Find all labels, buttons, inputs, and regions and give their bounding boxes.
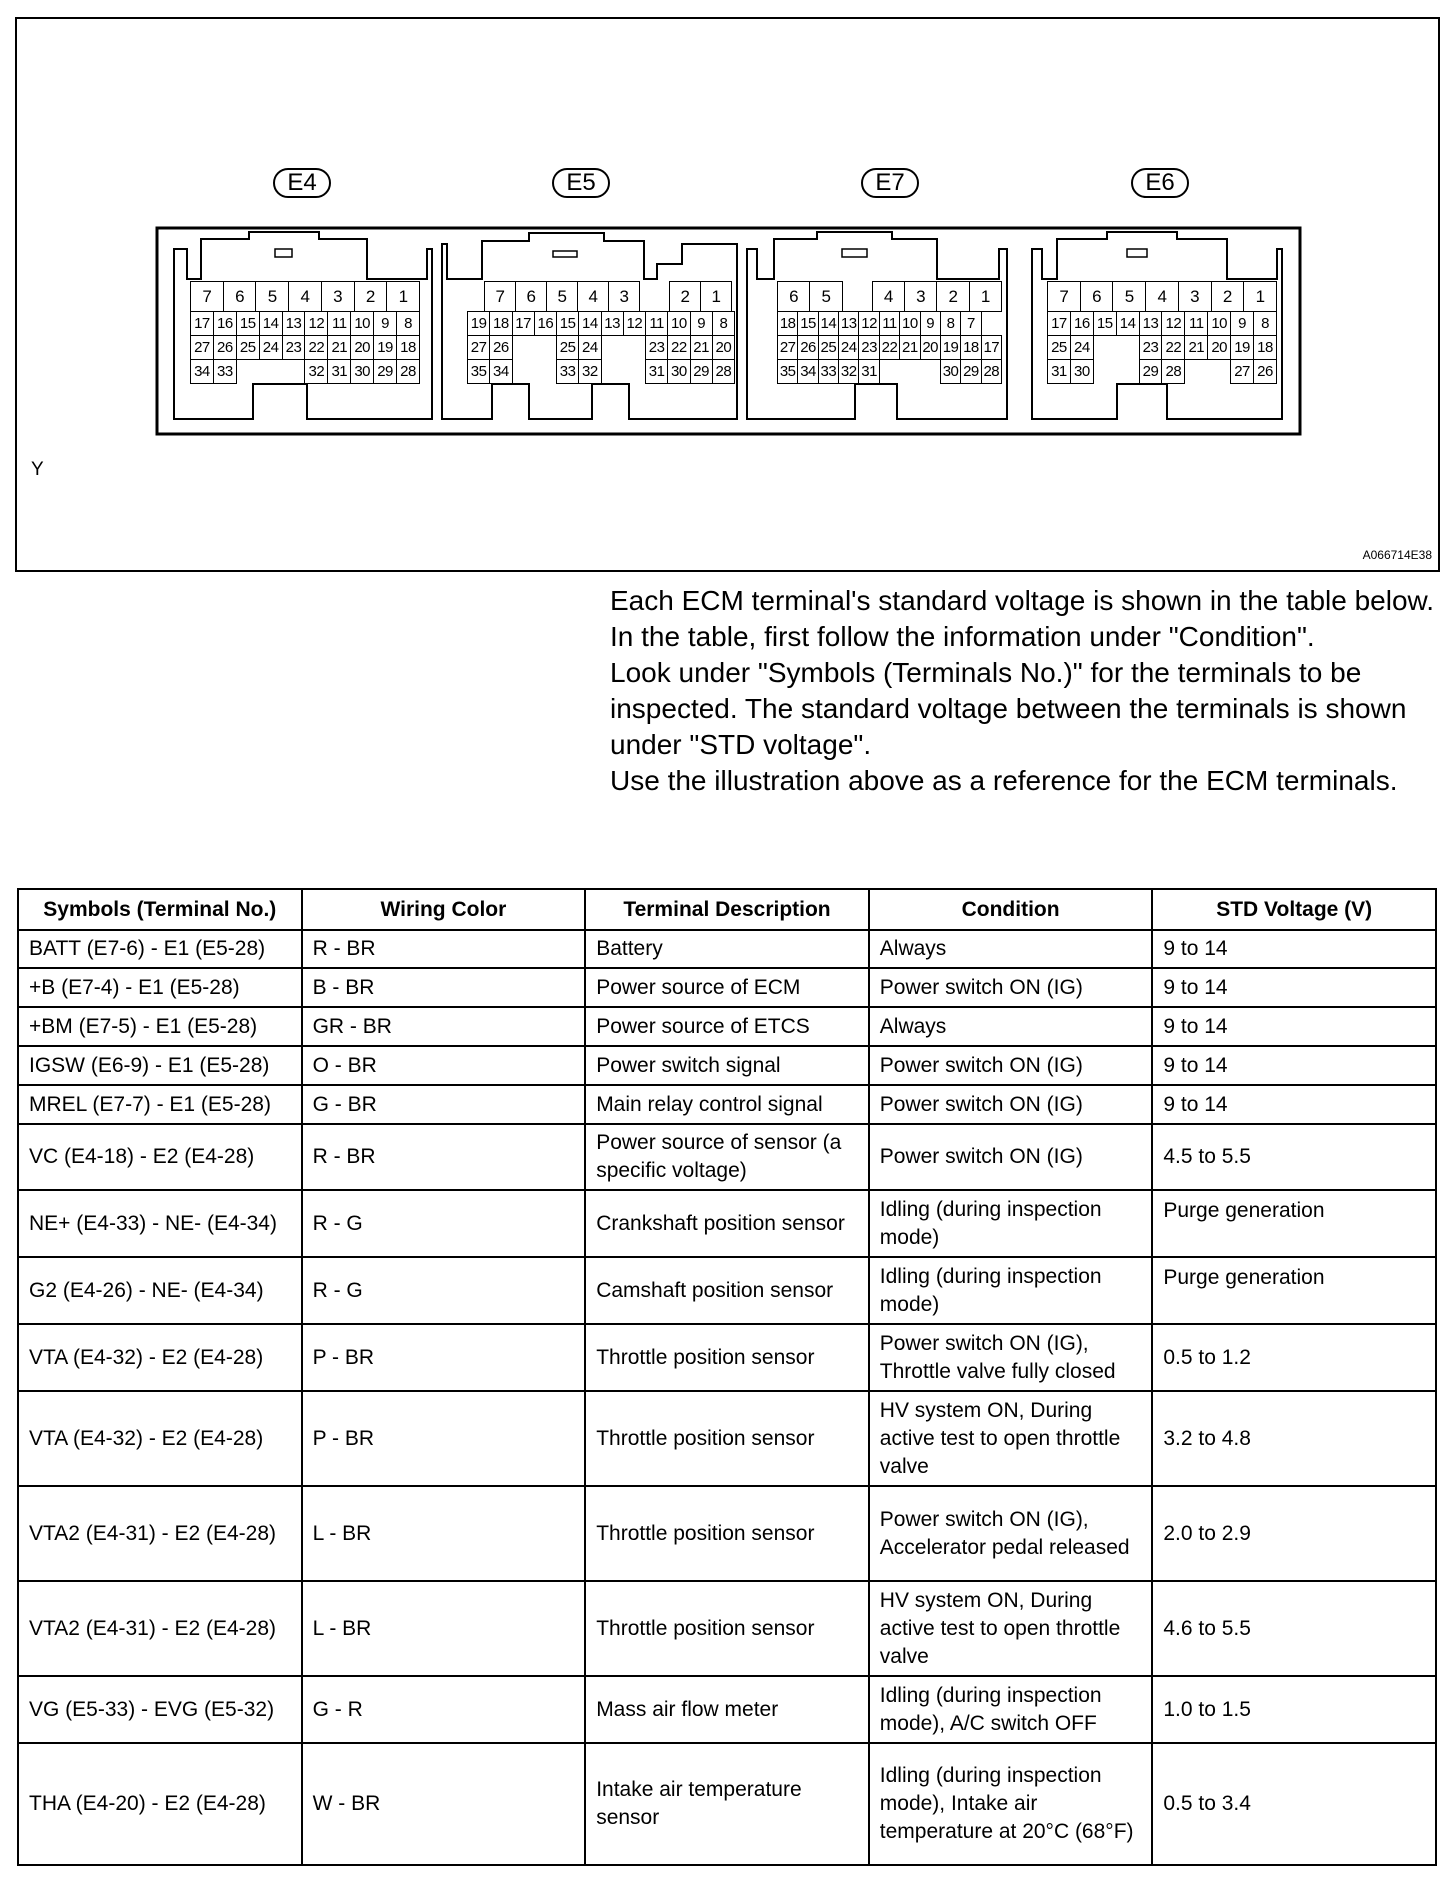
cell-symbols: VTA (E4-32) - E2 (E4-28)	[18, 1324, 302, 1391]
cell-description: Main relay control signal	[585, 1085, 869, 1124]
cell-symbols: MREL (E7-7) - E1 (E5-28)	[18, 1085, 302, 1124]
pin: 14	[579, 312, 601, 336]
pin: 2	[937, 282, 969, 312]
pin: 6	[778, 282, 810, 312]
pin: 6	[516, 282, 547, 312]
cell-wiring-color: L - BR	[302, 1486, 586, 1581]
pin: 19	[374, 336, 397, 360]
connector-pins-e6	[1047, 281, 1277, 312]
pin: 17	[981, 336, 1001, 360]
instruction-line: Look under "Symbols (Terminals No.)" for the terminals to be inspected. The standard voltage between the terminals is shown under "STD voltage".	[610, 657, 1407, 760]
cell-wiring-color: GR - BR	[302, 1007, 586, 1046]
cell-voltage: 4.6 to 5.5	[1152, 1581, 1436, 1676]
cell-symbols: THA (E4-20) - E2 (E4-28)	[18, 1743, 302, 1865]
pin: 34	[191, 360, 214, 384]
cell-symbols: VC (E4-18) - E2 (E4-28)	[18, 1124, 302, 1190]
pin: 1	[387, 282, 420, 312]
side-mark: Y	[31, 459, 44, 480]
figure-code: A066714E38	[1362, 548, 1432, 562]
table-row	[18, 968, 1436, 1007]
cell-voltage: 0.5 to 1.2	[1152, 1324, 1436, 1391]
cell-condition: Idling (during inspection mode), A/C switch OFF	[869, 1676, 1153, 1743]
connector-pins-e6-lower	[1047, 311, 1277, 384]
pin: 27	[1231, 360, 1254, 384]
pin: 15	[557, 312, 579, 336]
pin: 30	[1070, 360, 1093, 384]
pin: 7	[485, 282, 516, 312]
cell-description: Camshaft position sensor	[585, 1257, 869, 1324]
cell-voltage: 2.0 to 2.9	[1152, 1486, 1436, 1581]
pin: 2	[1211, 282, 1244, 312]
pin: 8	[712, 312, 734, 336]
cell-symbols: NE+ (E4-33) - NE- (E4-34)	[18, 1190, 302, 1257]
pin: 24	[1070, 336, 1093, 360]
cell-description: Throttle position sensor	[585, 1324, 869, 1391]
pin: 18	[397, 336, 420, 360]
pin: 11	[328, 312, 351, 336]
cell-voltage: 9 to 14	[1152, 1085, 1436, 1124]
pin: 24	[259, 336, 282, 360]
pin: 18	[961, 336, 981, 360]
pin-gap	[981, 312, 1001, 336]
pin: 16	[534, 312, 556, 336]
pin-gap	[1185, 360, 1208, 384]
pin: 26	[213, 336, 236, 360]
pin: 31	[328, 360, 351, 384]
connector-pins-e5-lower	[467, 311, 735, 384]
cell-description: Throttle position sensor	[585, 1391, 869, 1486]
connector-pins-e7-lower	[777, 311, 1002, 384]
pin: 12	[305, 312, 328, 336]
cell-description: Power switch signal	[585, 1046, 869, 1085]
pin: 3	[904, 282, 936, 312]
pin: 17	[512, 312, 534, 336]
pin: 1	[701, 282, 732, 312]
connector-label-e7: E7	[861, 168, 919, 198]
cell-symbols: VTA2 (E4-31) - E2 (E4-28)	[18, 1581, 302, 1676]
pin: 33	[818, 360, 838, 384]
pin: 13	[282, 312, 305, 336]
pin: 23	[859, 336, 879, 360]
pin: 33	[213, 360, 236, 384]
cell-description: Intake air temperature sensor	[585, 1743, 869, 1865]
cell-wiring-color: R - BR	[302, 1124, 586, 1190]
pin-gap	[601, 336, 623, 360]
pin: 4	[289, 282, 322, 312]
pin: 20	[920, 336, 940, 360]
pin: 8	[940, 312, 960, 336]
terminal-voltage-table	[17, 888, 1437, 1866]
pin: 20	[712, 336, 734, 360]
pin: 2	[670, 282, 701, 312]
pin: 33	[557, 360, 579, 384]
pin: 8	[397, 312, 420, 336]
pin-gap	[879, 360, 899, 384]
pin: 8	[1254, 312, 1277, 336]
pin: 27	[778, 336, 798, 360]
cell-condition: Power switch ON (IG), Throttle valve fully closed	[869, 1324, 1153, 1391]
cell-description: Battery	[585, 930, 869, 968]
cell-wiring-color: R - G	[302, 1190, 586, 1257]
cell-wiring-color: W - BR	[302, 1743, 586, 1865]
pin: 9	[690, 312, 712, 336]
pin: 29	[690, 360, 712, 384]
cell-wiring-color: O - BR	[302, 1046, 586, 1085]
pin: 26	[798, 336, 818, 360]
pin: 27	[468, 336, 490, 360]
pin: 35	[778, 360, 798, 384]
cell-condition: Always	[869, 1007, 1153, 1046]
cell-condition: Power switch ON (IG)	[869, 968, 1153, 1007]
cell-voltage: 1.0 to 1.5	[1152, 1676, 1436, 1743]
header-symbols: Symbols (Terminal No.)	[18, 889, 302, 930]
connector-label-e4: E4	[273, 168, 331, 198]
pin-gap	[259, 360, 282, 384]
table-row	[18, 1046, 1436, 1085]
pin-gap	[1116, 336, 1139, 360]
pin: 17	[1048, 312, 1071, 336]
pin: 4	[872, 282, 904, 312]
pin: 25	[236, 336, 259, 360]
pin: 14	[259, 312, 282, 336]
cell-symbols: VG (E5-33) - EVG (E5-32)	[18, 1676, 302, 1743]
pin: 2	[354, 282, 387, 312]
pin: 6	[223, 282, 256, 312]
pin-gap	[534, 360, 556, 384]
connector-label-e5: E5	[552, 168, 610, 198]
pin: 7	[1048, 282, 1081, 312]
table-row	[18, 1085, 1436, 1124]
pin: 28	[712, 360, 734, 384]
cell-wiring-color: G - BR	[302, 1085, 586, 1124]
table-row	[18, 1391, 1436, 1486]
pin-gap	[623, 336, 645, 360]
pin: 14	[818, 312, 838, 336]
pin: 9	[374, 312, 397, 336]
table-row	[18, 930, 1436, 968]
header-terminal-description: Terminal Description	[585, 889, 869, 930]
pin: 22	[879, 336, 899, 360]
pin: 19	[940, 336, 960, 360]
cell-voltage: Purge generation	[1152, 1190, 1436, 1257]
pin: 19	[1231, 336, 1254, 360]
pin: 15	[236, 312, 259, 336]
pin-gap	[842, 282, 872, 312]
pin: 11	[646, 312, 668, 336]
pin: 32	[839, 360, 859, 384]
pin: 5	[810, 282, 842, 312]
pin-gap	[1093, 360, 1116, 384]
pin: 28	[397, 360, 420, 384]
cell-voltage: 9 to 14	[1152, 930, 1436, 968]
cell-symbols: VTA (E4-32) - E2 (E4-28)	[18, 1391, 302, 1486]
pin: 13	[1139, 312, 1162, 336]
cell-wiring-color: P - BR	[302, 1391, 586, 1486]
cell-wiring-color: B - BR	[302, 968, 586, 1007]
pin: 11	[1185, 312, 1208, 336]
pin: 20	[1208, 336, 1231, 360]
pin: 5	[1113, 282, 1146, 312]
pin: 1	[969, 282, 1001, 312]
cell-symbols: G2 (E4-26) - NE- (E4-34)	[18, 1257, 302, 1324]
header-std-voltage: STD Voltage (V)	[1152, 889, 1436, 930]
pin: 27	[191, 336, 214, 360]
cell-symbols: +BM (E7-5) - E1 (E5-28)	[18, 1007, 302, 1046]
pin: 22	[668, 336, 690, 360]
cell-symbols: VTA2 (E4-31) - E2 (E4-28)	[18, 1486, 302, 1581]
pin: 26	[490, 336, 512, 360]
cell-description: Power source of sensor (a specific voltage)	[585, 1124, 869, 1190]
pin-gap	[236, 360, 259, 384]
connector-label-e6: E6	[1131, 168, 1189, 198]
pin: 29	[374, 360, 397, 384]
pin: 24	[579, 336, 601, 360]
pin: 13	[601, 312, 623, 336]
pin: 25	[1048, 336, 1071, 360]
pin: 3	[609, 282, 640, 312]
cell-voltage: 3.2 to 4.8	[1152, 1391, 1436, 1486]
pin: 23	[282, 336, 305, 360]
cell-voltage: 9 to 14	[1152, 968, 1436, 1007]
pin-gap	[601, 360, 623, 384]
pin-gap	[534, 336, 556, 360]
pin: 28	[1162, 360, 1185, 384]
instructions	[610, 583, 1440, 799]
pin: 28	[981, 360, 1001, 384]
header-condition: Condition	[869, 889, 1153, 930]
cell-wiring-color: P - BR	[302, 1324, 586, 1391]
cell-condition: Power switch ON (IG), Accelerator pedal released	[869, 1486, 1153, 1581]
pin-gap	[1093, 336, 1116, 360]
cell-symbols: IGSW (E6-9) - E1 (E5-28)	[18, 1046, 302, 1085]
pin: 29	[1139, 360, 1162, 384]
pin: 22	[305, 336, 328, 360]
table-row	[18, 1007, 1436, 1046]
cell-condition: Idling (during inspection mode), Intake air temperature at 20°C (68°F)	[869, 1743, 1153, 1865]
pin-gap	[623, 360, 645, 384]
cell-condition: Power switch ON (IG)	[869, 1046, 1153, 1085]
cell-voltage: 9 to 14	[1152, 1007, 1436, 1046]
pin: 25	[818, 336, 838, 360]
pin: 12	[623, 312, 645, 336]
pin: 21	[690, 336, 712, 360]
table-row	[18, 1581, 1436, 1676]
cell-voltage: 9 to 14	[1152, 1046, 1436, 1085]
cell-description: Power source of ETCS	[585, 1007, 869, 1046]
table-row	[18, 1257, 1436, 1324]
instruction-line: Each ECM terminal's standard voltage is shown in the table below.	[610, 585, 1435, 616]
pin: 20	[351, 336, 374, 360]
pin: 23	[1139, 336, 1162, 360]
pin-gap	[1208, 360, 1231, 384]
pin-gap	[1116, 360, 1139, 384]
pin: 21	[900, 336, 920, 360]
pin: 19	[468, 312, 490, 336]
pin: 32	[305, 360, 328, 384]
pin: 30	[351, 360, 374, 384]
instruction-line: Use the illustration above as a reference for the ECM terminals.	[610, 765, 1398, 796]
pin: 1	[1244, 282, 1277, 312]
pin: 14	[1116, 312, 1139, 336]
pin: 18	[778, 312, 798, 336]
pin: 15	[798, 312, 818, 336]
pin: 25	[557, 336, 579, 360]
table-row	[18, 1676, 1436, 1743]
pin: 6	[1080, 282, 1113, 312]
pin: 7	[191, 282, 224, 312]
pin: 13	[839, 312, 859, 336]
pin: 10	[1208, 312, 1231, 336]
pin: 7	[961, 312, 981, 336]
pin: 10	[900, 312, 920, 336]
pin-gap	[512, 336, 534, 360]
cell-condition: Always	[869, 930, 1153, 968]
pin-gap	[640, 282, 670, 312]
table-row	[18, 1743, 1436, 1865]
pin: 10	[668, 312, 690, 336]
pin: 12	[859, 312, 879, 336]
cell-condition: HV system ON, During active test to open throttle valve	[869, 1581, 1153, 1676]
pin: 30	[940, 360, 960, 384]
header-wiring-color: Wiring Color	[302, 889, 586, 930]
cell-voltage: Purge generation	[1152, 1257, 1436, 1324]
pin: 11	[879, 312, 899, 336]
pin: 31	[859, 360, 879, 384]
ecm-connector-illustration	[15, 17, 1440, 572]
pin: 32	[579, 360, 601, 384]
pin: 18	[490, 312, 512, 336]
pin: 21	[328, 336, 351, 360]
connector-pins-e4-lower	[190, 311, 420, 384]
pin: 10	[351, 312, 374, 336]
pin: 23	[646, 336, 668, 360]
pin: 22	[1162, 336, 1185, 360]
pin: 4	[1146, 282, 1179, 312]
pin: 16	[213, 312, 236, 336]
cell-description: Crankshaft position sensor	[585, 1190, 869, 1257]
pin: 26	[1254, 360, 1277, 384]
pin: 35	[468, 360, 490, 384]
pin: 4	[578, 282, 609, 312]
pin-gap	[900, 360, 920, 384]
pin: 9	[1231, 312, 1254, 336]
pin: 34	[490, 360, 512, 384]
pin: 17	[191, 312, 214, 336]
cell-symbols: BATT (E7-6) - E1 (E5-28)	[18, 930, 302, 968]
cell-wiring-color: R - G	[302, 1257, 586, 1324]
cell-description: Mass air flow meter	[585, 1676, 869, 1743]
pin: 9	[920, 312, 940, 336]
cell-voltage: 0.5 to 3.4	[1152, 1743, 1436, 1865]
pin: 5	[256, 282, 289, 312]
pin: 15	[1093, 312, 1116, 336]
cell-wiring-color: R - BR	[302, 930, 586, 968]
cell-condition: Power switch ON (IG)	[869, 1124, 1153, 1190]
table-row	[18, 1190, 1436, 1257]
cell-symbols: +B (E7-4) - E1 (E5-28)	[18, 968, 302, 1007]
table-header-row	[18, 889, 1436, 930]
cell-voltage: 4.5 to 5.5	[1152, 1124, 1436, 1190]
cell-condition: HV system ON, During active test to open throttle valve	[869, 1391, 1153, 1486]
pin-gap	[512, 360, 534, 384]
table-row	[18, 1324, 1436, 1391]
table-row	[18, 1486, 1436, 1581]
cell-description: Throttle position sensor	[585, 1581, 869, 1676]
pin-gap	[282, 360, 305, 384]
cell-wiring-color: G - R	[302, 1676, 586, 1743]
cell-condition: Power switch ON (IG)	[869, 1085, 1153, 1124]
pin: 31	[646, 360, 668, 384]
pin: 3	[321, 282, 354, 312]
pin: 21	[1185, 336, 1208, 360]
pin: 30	[668, 360, 690, 384]
cell-description: Throttle position sensor	[585, 1486, 869, 1581]
pin: 31	[1048, 360, 1071, 384]
connector-pins-e5	[484, 281, 732, 312]
pin: 18	[1254, 336, 1277, 360]
pin: 29	[961, 360, 981, 384]
connector-pins-e7	[777, 281, 1002, 312]
pin: 5	[547, 282, 578, 312]
cell-condition: Idling (during inspection mode)	[869, 1257, 1153, 1324]
cell-description: Power source of ECM	[585, 968, 869, 1007]
pin-gap	[920, 360, 940, 384]
pin: 16	[1070, 312, 1093, 336]
table-row	[18, 1124, 1436, 1190]
pin: 34	[798, 360, 818, 384]
cell-condition: Idling (during inspection mode)	[869, 1190, 1153, 1257]
cell-wiring-color: L - BR	[302, 1581, 586, 1676]
instruction-line: In the table, first follow the information under "Condition".	[610, 621, 1315, 652]
pin: 12	[1162, 312, 1185, 336]
pin: 24	[839, 336, 859, 360]
connector-pins-e4	[190, 281, 420, 312]
pin: 3	[1178, 282, 1211, 312]
